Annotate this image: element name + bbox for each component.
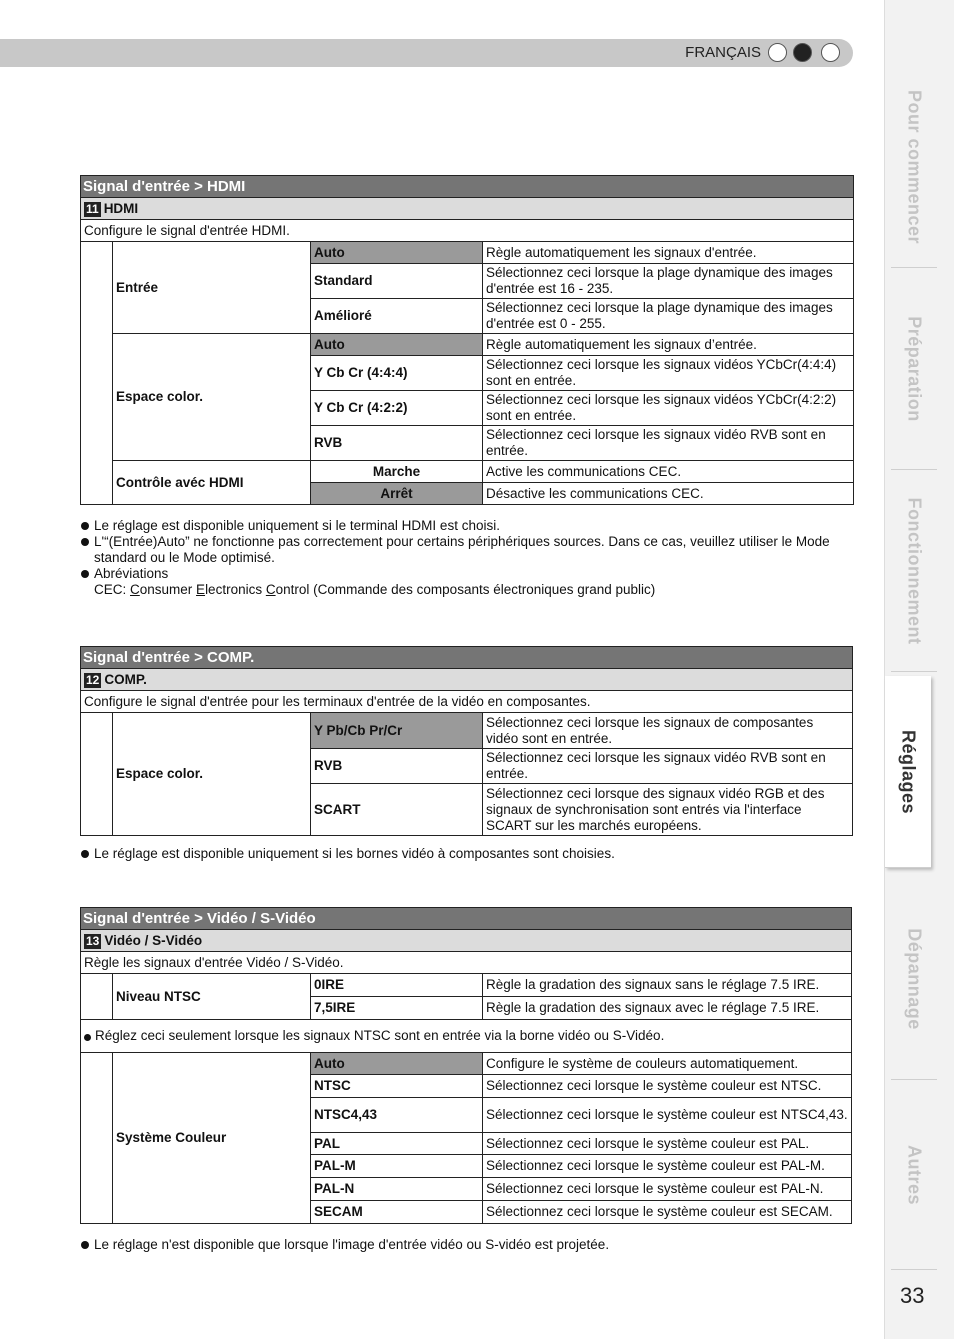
option-description: Sélectionnez ceci lorsque la plage dynamique des images d'entrée est 0 - 255.: [483, 299, 854, 334]
option-label: RVB: [311, 749, 483, 784]
option-description: Sélectionnez ceci lorsque le système couleur est PAL.: [483, 1133, 852, 1155]
video-table: [80, 907, 852, 1224]
indent-cell: [81, 974, 113, 1020]
tab-label: Pour commencer: [904, 89, 925, 244]
section-subheader: [81, 930, 852, 952]
option-label: 7,5IRE: [311, 997, 483, 1020]
option-description: Sélectionnez ceci lorsque le système couleur est PAL-N.: [483, 1178, 852, 1201]
tab-label: Préparation: [904, 315, 925, 422]
bullet-icon: [84, 1034, 91, 1041]
option-description: Sélectionnez ceci lorsque le système couleur est NTSC.: [483, 1075, 852, 1098]
option-description: Sélectionnez ceci lorsque les signaux de composantes vidéo sont en entrée.: [483, 713, 853, 749]
option-description: Sélectionnez ceci lorsque les signaux vidéos YCbCr(4:4:4) sont en entrée.: [483, 356, 854, 391]
language-dot-2-active: [793, 43, 812, 62]
item-title: HDMI: [103, 200, 139, 216]
option-label: SECAM: [311, 1201, 483, 1224]
option-description: Configure le système de couleurs automatiquement.: [483, 1053, 852, 1075]
section-subheader: [81, 198, 854, 220]
tab-fonctionnement[interactable]: [891, 470, 937, 672]
item-title: Vidéo / S-Vidéo: [104, 932, 203, 948]
option-description: Sélectionnez ceci lorsque les signaux vidéos YCbCr(4:2:2) sont en entrée.: [483, 391, 854, 426]
note-item: Abréviations: [80, 566, 870, 582]
item-number: 13: [86, 933, 100, 948]
option-label: PAL-N: [311, 1178, 483, 1201]
option-description: Désactive les communications CEC.: [483, 483, 854, 505]
setting-label: Espace color.: [113, 334, 311, 461]
option-label: Standard: [311, 264, 483, 299]
hdmi-notes: [80, 518, 870, 598]
tab-label: Réglages: [898, 729, 919, 814]
section-description: Configure le signal d'entrée HDMI.: [81, 220, 854, 242]
option-label: NTSC: [311, 1075, 483, 1098]
language-dot-1: [768, 43, 787, 62]
hdmi-table: [80, 175, 854, 505]
setting-label: Espace color.: [113, 713, 311, 836]
option-label: Auto: [311, 242, 483, 264]
ntsc-note-row: [81, 1020, 852, 1053]
comp-table: [80, 646, 853, 836]
setting-label: Entrée: [113, 242, 311, 334]
option-label: PAL: [311, 1133, 483, 1155]
section-subheader: [81, 669, 853, 691]
video-notes: [80, 1237, 870, 1253]
cec-abbreviation: CEC: Consumer Electronics Control (Commande des composants électroniques grand public): [94, 582, 656, 597]
tab-autres[interactable]: [891, 1080, 937, 1270]
option-label: Auto: [311, 1053, 483, 1075]
option-label: Y Cb Cr (4:4:4): [311, 356, 483, 391]
option-label: RVB: [311, 426, 483, 461]
section-description: Configure le signal d'entrée pour les terminaux d'entrée de la vidéo en composantes.: [81, 691, 853, 713]
tab-label: Dépannage: [904, 927, 925, 1030]
note-item: Le réglage n'est disponible que lorsque l'image d'entrée vidéo ou S-vidéo est projetée.: [80, 1237, 870, 1253]
option-description: Sélectionnez ceci lorsque des signaux vidéo RGB et des signaux de synchronisation sont entrés via l'interface SCART sur les marchés européens.: [483, 784, 853, 836]
tab-label: Fonctionnement: [904, 497, 925, 644]
setting-label: Contrôle avéc HDMI: [113, 461, 311, 505]
option-description: Active les communications CEC.: [483, 461, 854, 483]
option-label: Arrêt: [311, 483, 483, 505]
tab-depannage[interactable]: [891, 878, 937, 1080]
option-description: Sélectionnez ceci lorsque le système couleur est NTSC4,43.: [483, 1098, 852, 1133]
option-label: NTSC4,43: [311, 1098, 483, 1133]
section-header: Signal d'entrée > HDMI: [81, 176, 854, 198]
option-description: Règle automatiquement les signaux d’entrée.: [483, 334, 854, 356]
language-bar: [0, 39, 853, 67]
item-number: 11: [86, 201, 99, 216]
indent-cell: [81, 1053, 113, 1224]
option-description: Sélectionnez ceci lorsque les signaux vidéo RVB sont en entrée.: [483, 749, 853, 784]
section-header: Signal d'entrée > Vidéo / S-Vidéo: [81, 908, 852, 930]
option-label: Auto: [311, 334, 483, 356]
option-description: Sélectionnez ceci lorsque les signaux vidéo RVB sont en entrée.: [483, 426, 854, 461]
section-header: Signal d'entrée > COMP.: [81, 647, 853, 669]
setting-label: Niveau NTSC: [113, 974, 311, 1020]
tab-pour-commencer[interactable]: [891, 66, 937, 268]
option-label: Marche: [311, 461, 483, 483]
side-tabs: [884, 0, 954, 1339]
option-description: Règle automatiquement les signaux d'entrée.: [483, 242, 854, 264]
option-label: SCART: [311, 784, 483, 836]
item-number: 12: [86, 672, 100, 687]
indent-cell: [81, 242, 113, 505]
item-title: COMP.: [104, 671, 147, 687]
option-description: Sélectionnez ceci lorsque la plage dynamique des images d'entrée est 16 - 235.: [483, 264, 854, 299]
language-dot-3: [821, 43, 840, 62]
option-label: Amélioré: [311, 299, 483, 334]
tab-reglages[interactable]: [885, 676, 931, 868]
tab-label: Autres: [904, 1144, 925, 1205]
option-label: Y Cb Cr (4:2:2): [311, 391, 483, 426]
setting-label: Système Couleur: [113, 1053, 311, 1224]
comp-notes: [80, 846, 870, 862]
option-label: 0IRE: [311, 974, 483, 997]
indent-cell: [81, 713, 113, 836]
option-label: Y Pb/Cb Pr/Cr: [311, 713, 483, 749]
section-description: Règle les signaux d'entrée Vidéo / S-Vidéo.: [81, 952, 852, 974]
note-item: L'“(Entrée)Auto” ne fonctionne pas correctement pour certains périphériques sources. Dans ce cas, veuillez utiliser le Mode standard ou le Mode optimisé.: [80, 534, 870, 566]
language-label: FRANÇAIS: [685, 44, 761, 61]
option-description: Règle la gradation des signaux sans le réglage 7.5 IRE.: [483, 974, 852, 997]
tab-preparation[interactable]: [891, 268, 937, 470]
page-number: 33: [900, 1283, 925, 1308]
note-item: Réglez ceci seulement lorsque les signaux NTSC sont en entrée via la borne vidéo ou S-Vidéo.: [95, 1028, 665, 1043]
option-description: Sélectionnez ceci lorsque le système couleur est SECAM.: [483, 1201, 852, 1224]
note-item: Le réglage est disponible uniquement si le terminal HDMI est choisi.: [80, 518, 870, 534]
option-label: PAL-M: [311, 1155, 483, 1178]
option-description: Sélectionnez ceci lorsque le système couleur est PAL-M.: [483, 1155, 852, 1178]
option-description: Règle la gradation des signaux avec le réglage 7.5 IRE.: [483, 997, 852, 1020]
note-item: Le réglage est disponible uniquement si les bornes vidéo à composantes sont choisies.: [80, 846, 870, 862]
